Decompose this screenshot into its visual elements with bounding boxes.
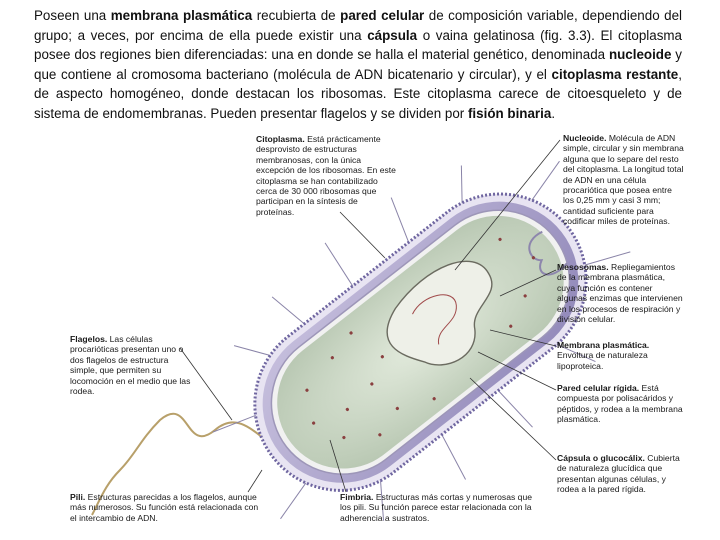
- term-nucleoide: nucleoide: [608, 47, 672, 63]
- text-run: de composición variable, dependiendo del grupo; a veces, por encima de ella puede existir una: [34, 8, 683, 43]
- label-capsula: Cápsula o glucocálix. Cubierta de naturaleza glucídica que presentan algunas células, y rodea a la pared rígida.: [557, 453, 680, 495]
- term-citoplasma-restante: citoplasma restante: [551, 66, 679, 82]
- label-mesosomas: Mesosomas. Repliegamientos de la membrana plasmática, cuya función es contener algunas enzimas que intervienen en los procesos de respiración y división celular.: [557, 262, 683, 325]
- text-run: recubierta de: [252, 8, 341, 23]
- label-fimbria: Fimbria. Estructuras más cortas y numerosas que los pili. Su función parece estar relacionada con la adherencia a sustratos.: [340, 492, 533, 523]
- text-run: .: [551, 105, 556, 121]
- text-run: y que contiene al cromosoma bacteriano (molécula de ADN bicatenario y circular), y el: [34, 47, 682, 82]
- term-membrana-plasmatica: membrana plasmática: [110, 8, 253, 23]
- text-run: , de aspecto homogéneo, donde destacan los ribosomas. Este citoplasma carece de citoesqueleto y de sistema de endomembranas. Pueden presentar flagelos y se dividen por: [34, 66, 682, 121]
- term-pared-celular: pared celular: [340, 8, 425, 23]
- label-flagelos: Flagelos. Las células procarióticas presentan uno o dos flagelos de estructura simple, que permiten su locomoción en el medio que las rodea.: [70, 334, 191, 397]
- label-pili: Pili. Estructuras parecidas a los flagelos, aunque más numerosos. Su función está relacionada con el intercambio de ADN.: [70, 492, 259, 523]
- label-membrana-plasmatica: Membrana plasmática. Envoltura de naturaleza lipoproteica.: [557, 340, 650, 371]
- text-run: Poseen una: [34, 8, 111, 23]
- term-capsula: cápsula: [367, 27, 418, 43]
- text-run: o vaina gelatinosa (fig. 3.3). El citoplasma posee dos regiones bien diferenciadas: una en donde se halla el material genético, denominada: [34, 27, 683, 63]
- term-fision-binaria: fisión binaria: [467, 105, 552, 121]
- label-nucleoide: Nucleoide. Molécula de ADN simple, circular y sin membrana alguna que lo separe del resto del citoplasma. La longitud total de ADN en una célula procariótica que posea entre los 0,25 mm y casi 3 mm; cantidad suficiente para codificar miles de proteínas.: [563, 133, 684, 227]
- label-pared-celular: Pared celular rígida. Está compuesta por polisacáridos y péptidos, y rodea a la membrana plasmática.: [557, 383, 683, 425]
- label-citoplasma: Citoplasma. Está prácticamente desprovisto de estructuras membranosas, con la única excepción de los ribosomas. En este citoplasma se han contabilizado cerca de 30 000 ribosomas que participan en la síntesis de proteínas.: [256, 134, 396, 217]
